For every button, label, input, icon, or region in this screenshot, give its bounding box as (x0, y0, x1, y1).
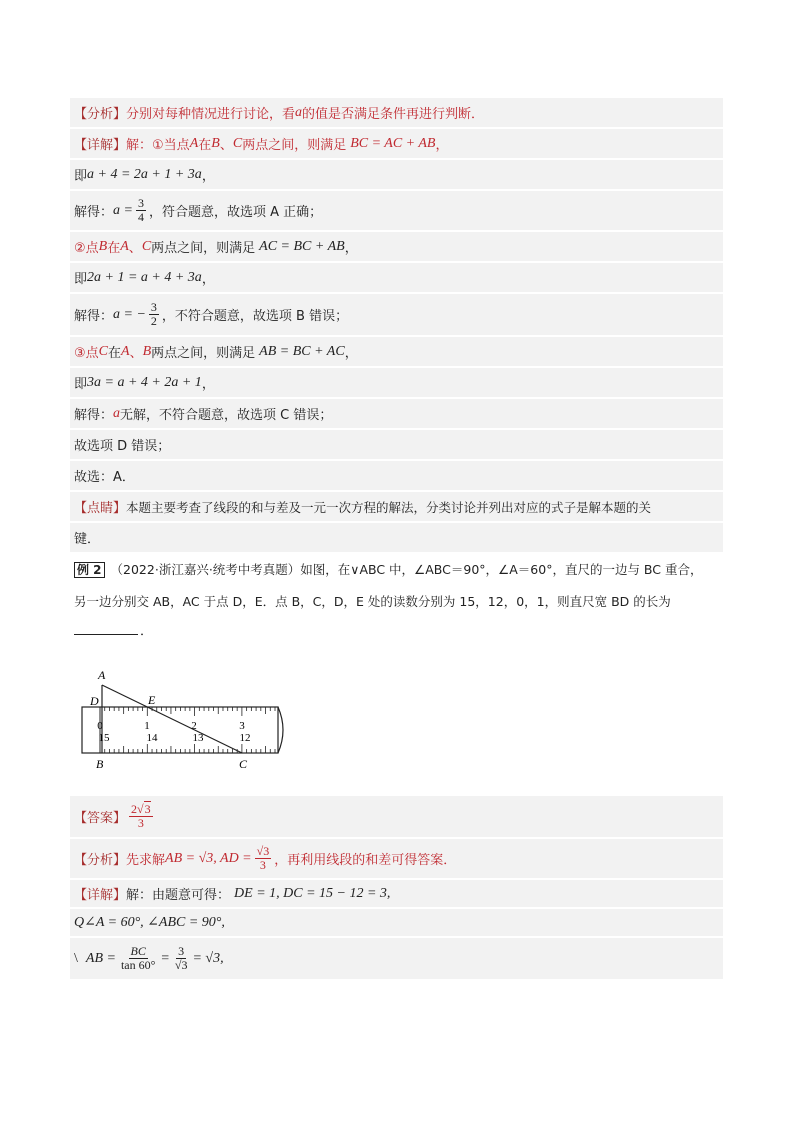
equation-line-2 (70, 263, 723, 293)
case3-line (70, 337, 723, 367)
answer-fraction (129, 803, 153, 830)
answer-num-coef: 2 (131, 801, 138, 816)
therefore-line (70, 938, 723, 980)
detail2-equation: DE = 1, DC = 15 − 12 = 3, (234, 885, 391, 901)
case3-end: ， (344, 346, 358, 361)
tick-label-top-2: 2 (191, 720, 197, 732)
case2-point-2: A (120, 238, 129, 254)
case1-text-2: 两点之间，则满足 (242, 138, 347, 153)
case3-point-2: A (121, 343, 130, 359)
sol2-lhs: a = − (113, 306, 146, 322)
sol1-prefix: 解得： (74, 205, 114, 220)
point-label-d: D (90, 694, 99, 708)
eq2-equation: 2a + 1 = a + 4 + 3a (87, 269, 202, 285)
answer-sqrt-sign: √ (137, 801, 144, 816)
tick-label-top-3: 3 (239, 720, 245, 732)
sol2-prefix: 解得： (74, 309, 114, 324)
example2-line-2 (74, 588, 724, 616)
equation-line-1 (70, 160, 723, 190)
tick-label-bottom-15: 15 (98, 732, 110, 744)
choose-line (70, 461, 723, 491)
therefore-den-2: √3 (174, 958, 188, 972)
sol1-text: ，符合题意，故选项 A 正确； (148, 205, 323, 220)
because-text: Q∠A = 60°, ∠ABC = 90°, (74, 915, 225, 930)
therefore-fraction-1 (119, 945, 157, 972)
therefore-lhs: AB = (85, 950, 116, 966)
case2-text-1: 在 (107, 241, 121, 256)
example-label: 例 2 (74, 562, 105, 578)
solution-line-1 (70, 191, 723, 231)
detail2-lead: 解：由题意可得： (126, 888, 231, 903)
eq2-end: ， (201, 272, 215, 287)
sol1-num: 3 (137, 195, 144, 210)
comment-line-1 (70, 492, 723, 522)
eq3-prefix: 即 (74, 377, 88, 392)
eq3-end: ， (201, 377, 215, 392)
comment-text-2: 键． (74, 532, 101, 547)
point-label-e: E (148, 693, 156, 707)
ruler-triangle-figure (80, 665, 300, 775)
detail-line-1 (70, 129, 723, 159)
comment-text-1: 本题主要考查了线段的和与差及一元一次方程的解法，分类讨论并列出对应的式子是解本题的关 (126, 499, 652, 515)
analysis2-prefix: 先求解 (126, 853, 166, 868)
therefore-num-1: BC (130, 943, 146, 958)
ruler-bottom-ticks (100, 744, 275, 753)
because-line (70, 909, 723, 937)
tick-label-top-1: 1 (144, 720, 150, 732)
therefore-symbol: \ (74, 950, 78, 966)
analysis-line (70, 98, 723, 128)
ruler-body (82, 707, 278, 753)
case2-end: ， (344, 241, 358, 256)
case3-text-2: 两点之间，则满足 (151, 346, 256, 361)
case2-point-1: B (98, 238, 108, 254)
answer-line (70, 796, 723, 838)
example2-text-1: （2022·浙江嘉兴·统考中考真题）如图，在∨ABC 中，∠ABC＝90°，∠A＝60°，直尺的一边与 BC 重合， (110, 562, 703, 577)
case3-label: ③点 (74, 346, 99, 361)
sol1-den: 4 (137, 210, 144, 224)
solution-line-3 (70, 399, 723, 429)
detail2-tag: 【详解】 (74, 888, 127, 903)
detail-tag: 【详解】 (74, 138, 127, 153)
therefore-num-2: 3 (178, 943, 185, 958)
answer-den: 3 (137, 816, 144, 830)
case2-line (70, 232, 723, 262)
analysis2-den: 3 (259, 858, 266, 872)
analysis-text-b: 的值是否满足条件再进行判断． (302, 107, 485, 122)
analysis2-line (70, 839, 723, 879)
sol2-text: ，不符合题意，故选项 B 错误； (161, 309, 349, 324)
analysis2-tag: 【分析】 (74, 853, 127, 868)
case2-sep: 、 (128, 241, 142, 256)
comment-tag: 【点睛】 (74, 501, 127, 516)
case3-point-3: B (142, 343, 152, 359)
analysis-tag: 【分析】 (74, 107, 127, 122)
case3-text-1: 在 (108, 346, 122, 361)
sol1-fraction (136, 197, 146, 224)
therefore-fraction-2 (173, 945, 190, 972)
answer-tag: 【答案】 (74, 811, 127, 826)
sol3-text: 无解，不符合题意，故选项 C 错误； (120, 408, 333, 423)
answer-num-radicand: 3 (144, 801, 151, 816)
tick-label-bottom-13: 13 (192, 732, 204, 744)
case1-equation: BC = AC + AB (350, 135, 436, 151)
analysis2-fraction (255, 845, 272, 872)
comment-line-2 (70, 523, 723, 553)
case1-sep: 、 (219, 138, 233, 153)
example2-line-3 (74, 618, 724, 646)
option-d-line (70, 430, 723, 460)
analysis-var: a (295, 104, 303, 120)
sol2-num: 3 (150, 299, 157, 314)
analysis2-num: √3 (256, 843, 270, 858)
side-ac (102, 685, 242, 753)
case1-end: ， (435, 138, 449, 153)
case1-text-1: 在 (198, 138, 212, 153)
ruler-top-ticks (100, 707, 275, 716)
case3-point-1: C (98, 343, 108, 359)
point-label-a: A (98, 668, 106, 682)
sol3-var: a (113, 405, 121, 421)
analysis-text-a: 分别对每种情况进行讨论，看 (126, 107, 296, 122)
solution-line-2 (70, 294, 723, 336)
point-label-b: B (96, 757, 104, 771)
eq1-prefix: 即 (74, 169, 88, 184)
case3-equation: AB = BC + AC (259, 343, 345, 359)
equation-line-3 (70, 368, 723, 398)
case2-label: ②点 (74, 241, 99, 256)
tick-label-bottom-12: 12 (239, 732, 251, 744)
case2-equation: AC = BC + AB (259, 238, 345, 254)
sol2-fraction (149, 301, 159, 328)
detail2-line (70, 880, 723, 908)
therefore-den-1: tan 60° (120, 958, 156, 972)
therefore-equals: = (160, 950, 170, 966)
example2-text-2: 另一边分别交 AB，AC 于点 D，E．点 B，C，D，E 处的读数分别为 15，12，0，1，则直尺宽 BD 的长为 (74, 594, 671, 609)
analysis2-text: ，再利用线段的和差可得答案． (274, 853, 457, 868)
option-d-text: 故选项 D 错误； (74, 439, 171, 454)
eq2-prefix: 即 (74, 272, 88, 287)
case1-point-2: B (211, 135, 220, 151)
case3-sep: 、 (129, 346, 143, 361)
sol1-lhs: a = (113, 202, 133, 218)
sol3-prefix: 解得： (74, 408, 114, 423)
sol2-den: 2 (150, 314, 157, 328)
example2-line-1 (74, 556, 724, 585)
ruler-break (278, 707, 283, 753)
tick-label-bottom-14: 14 (146, 732, 158, 744)
choose-text: 故选：A． (74, 470, 135, 485)
eq1-end: ， (201, 169, 215, 184)
detail-lead: 解： (126, 138, 153, 153)
case1-point-3: C (232, 135, 243, 151)
tick-label-top-0: 0 (97, 720, 103, 732)
answer-blank (74, 622, 138, 635)
analysis2-equation: AB = √3, AD = (165, 850, 252, 866)
case2-point-3: C (141, 238, 152, 254)
eq1-equation: a + 4 = 2a + 1 + 3a (87, 166, 202, 182)
case1-point-1: A (189, 135, 199, 151)
case2-text-2: 两点之间，则满足 (151, 241, 256, 256)
eq3-equation: 3a = a + 4 + 2a + 1 (87, 374, 202, 390)
case1-label: ①当点 (152, 138, 190, 153)
example2-end: ． (140, 624, 154, 639)
therefore-rhs: = √3, (192, 950, 224, 966)
point-label-c: C (239, 757, 248, 771)
